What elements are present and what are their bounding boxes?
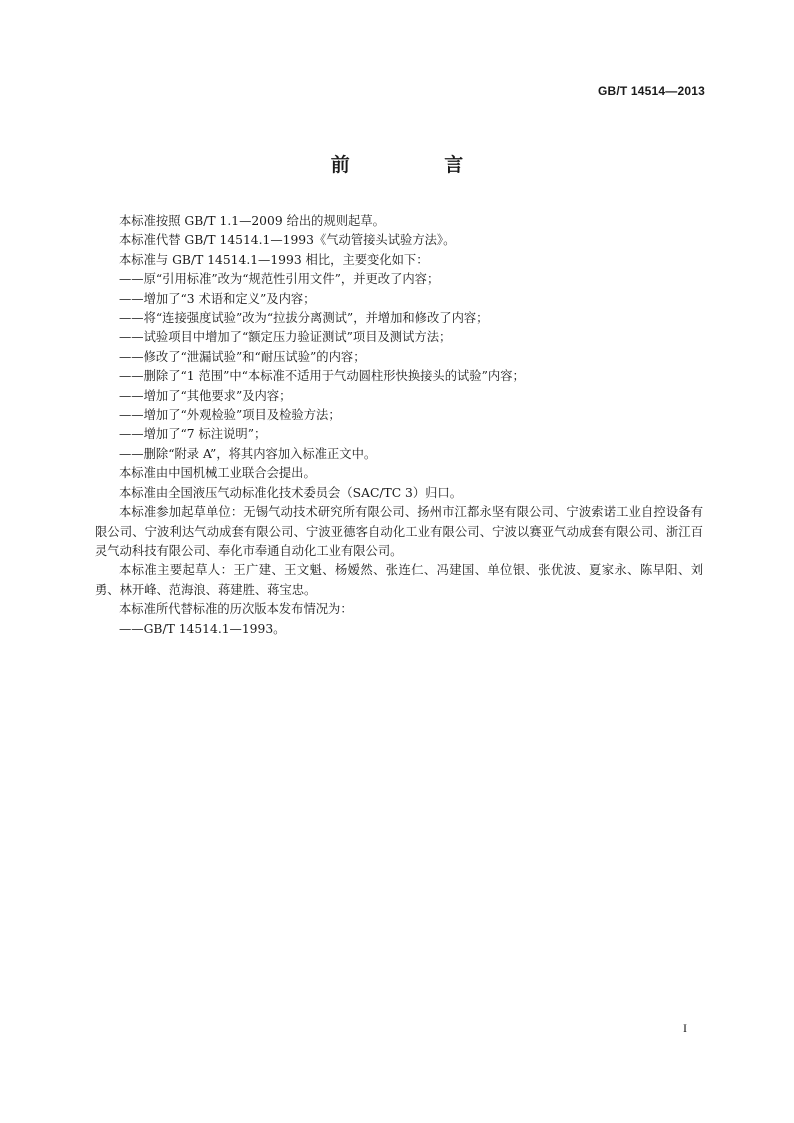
paragraph-committee: 本标准由全国液压气动标准化技术委员会（SAC/TC 3）归口。 (119, 485, 463, 500)
change-item: ——增加了“7 标注说明”； (119, 427, 267, 442)
paragraph-drafters: 本标准主要起草人：王广建、王文魁、杨嫒然、张连仁、冯建国、单位银、张优波、夏家永、陈早阳、刘勇、林开峰、范海浪、蒋建胜、蒋宝忠。 (95, 563, 703, 597)
history-item: ——GB/T 14514.1—1993。 (119, 621, 286, 636)
change-item: ——将“连接强度试验”改为“拉拔分离测试”，并增加和修改了内容； (119, 311, 489, 326)
paragraph-replaces: 本标准代替 GB/T 14514.1—1993《气动管接头试验方法》。 (119, 233, 456, 248)
paragraph-changes-intro: 本标准与 GB/T 14514.1—1993 相比，主要变化如下： (119, 252, 429, 267)
change-item: ——增加了“3 术语和定义”及内容； (119, 291, 316, 306)
paragraph-drafting-units: 本标准参加起草单位：无锡气动技术研究所有限公司、扬州市江都永坚有限公司、宁波索诺工业自控设备有限公司、宁波利达气动成套有限公司、宁波亚德客自动化工业有限公司、宁波以赛亚气动成套有限公司、浙江百灵气动科技有限公司、奉化市奉通自动化工业有限公司。 (95, 505, 703, 558)
page-title: 前 言 (330, 154, 508, 176)
change-item: ——试验项目中增加了“额定压力验证测试”项目及测试方法； (119, 330, 452, 345)
foreword-body (95, 212, 703, 639)
change-item: ——删除“附录 A”，将其内容加入标准正文中。 (119, 446, 377, 461)
change-item: ——增加了“外观检验”项目及检验方法； (119, 408, 341, 423)
paragraph-proposer: 本标准由中国机械工业联合会提出。 (119, 466, 316, 481)
paragraph-history-intro: 本标准所代替标准的历次版本发布情况为： (119, 602, 353, 617)
paragraph-drafting-rules: 本标准按照 GB/T 1.1—2009 给出的规则起草。 (119, 214, 385, 228)
change-item: ——修改了“泄漏试验”和“耐压试验”的内容； (119, 349, 366, 364)
change-item: ——增加了“其他要求”及内容； (119, 388, 292, 403)
page-number: I (683, 1021, 687, 1035)
standard-number: GB/T 14514—2013 (597, 84, 705, 98)
change-item: ——原“引用标准”改为“规范性引用文件”，并更改了内容； (119, 272, 440, 287)
change-item: ——删除了“1 范围”中“本标准不适用于气动圆柱形快换接头的试验”内容； (119, 369, 525, 384)
